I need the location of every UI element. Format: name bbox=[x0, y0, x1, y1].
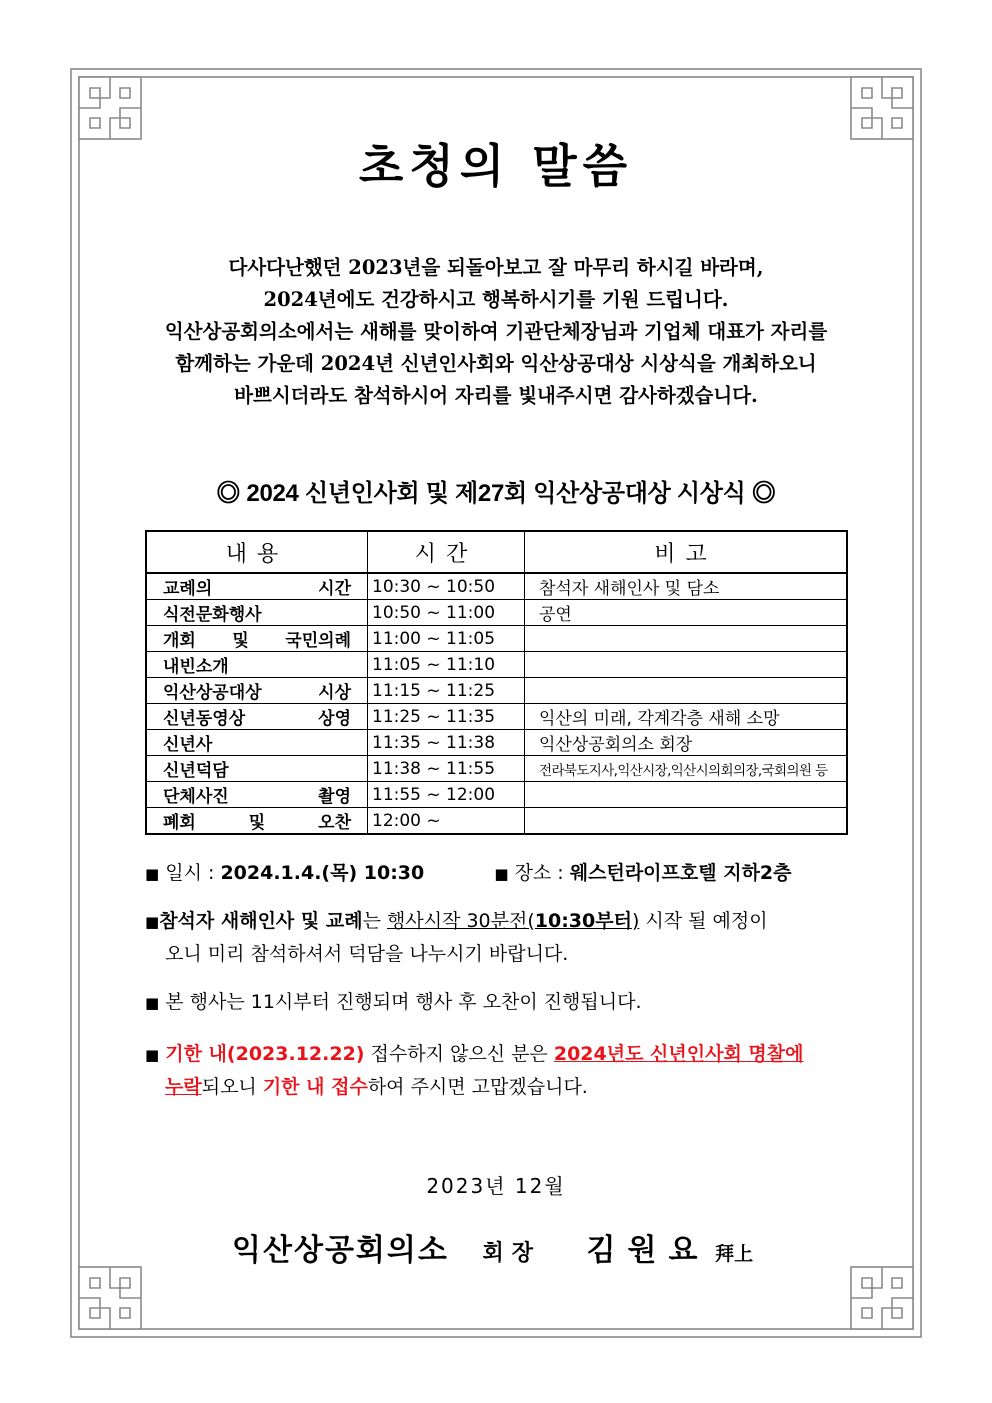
signature-line bbox=[232, 1225, 753, 1269]
intro-line: 다사다난했던 2023년을 되돌아보고 잘 마무리 하시길 바라며, bbox=[228, 256, 764, 279]
notice-time: 10:30부터 bbox=[534, 910, 632, 932]
table-row bbox=[146, 626, 847, 652]
table-row bbox=[146, 573, 847, 600]
intro-line: 함께하는 가운데 2024년 신년인사회와 익산상공대상 시상식을 개최하오니 bbox=[175, 352, 817, 375]
row-item: 폐회 및 오찬 bbox=[146, 808, 368, 835]
notice-text: 본 행사는 11시부터 진행되며 행사 후 오찬이 진행됩니다. bbox=[165, 991, 642, 1013]
intro-line: 바쁘시더라도 참석하시어 자리를 빛내주시면 감사하겠습니다. bbox=[234, 384, 758, 407]
row-time: 11:38 ~ 11:55 bbox=[368, 756, 525, 782]
issue-date: 2023년 12월 bbox=[426, 1174, 566, 1198]
row-item: 내빈소개 bbox=[146, 652, 368, 678]
table-row bbox=[146, 678, 847, 704]
schedule-table bbox=[145, 530, 848, 835]
row-item: 신년동영상 상영 bbox=[146, 704, 368, 730]
date-place-line bbox=[145, 857, 885, 890]
row-item: 익산상공대상 시상 bbox=[146, 678, 368, 704]
table-row bbox=[146, 600, 847, 626]
row-item: 신년사 bbox=[146, 730, 368, 756]
row-note bbox=[525, 626, 848, 652]
bullet-icon: ■ bbox=[145, 913, 160, 931]
page-title: 초청의 말씀 bbox=[358, 139, 634, 193]
nametag-warning: 2024년도 신년인사회 명찰에 bbox=[553, 1043, 804, 1065]
row-note: 참석자 새해인사 및 담소 bbox=[525, 573, 848, 600]
bullet-icon: ■ bbox=[145, 865, 160, 883]
notice-underline: 행사시작 30분전( bbox=[386, 910, 535, 932]
notice-paren: ) bbox=[631, 910, 640, 932]
place-value: 웨스턴라이프호텔 지하2층 bbox=[569, 862, 792, 884]
row-item: 개회 및 국민의례 bbox=[146, 626, 368, 652]
row-item: 단체사진 촬영 bbox=[146, 782, 368, 808]
row-note: 익산의 미래, 각계각층 새해 소망 bbox=[525, 704, 848, 730]
row-item: 신년덕담 bbox=[146, 756, 368, 782]
notice-text: 는 bbox=[362, 910, 387, 932]
row-time: 11:55 ~ 12:00 bbox=[368, 782, 525, 808]
row-time: 11:35 ~ 11:38 bbox=[368, 730, 525, 756]
row-item: 교례의 시간 bbox=[146, 573, 368, 600]
notice-deadline bbox=[145, 1038, 885, 1103]
notice-text: 접수하지 않으신 분은 bbox=[364, 1043, 554, 1065]
bullet-icon: ■ bbox=[494, 865, 509, 883]
table-row bbox=[146, 808, 847, 835]
omission-warning: 누락 bbox=[165, 1076, 202, 1098]
row-item: 식전문화행사 bbox=[146, 600, 368, 626]
header-content: 내용 bbox=[146, 531, 368, 573]
row-note bbox=[525, 652, 848, 678]
event-subtitle: ◎ 2024 신년인사회 및 제27회 익산상공대상 시상식 ◎ bbox=[216, 480, 776, 507]
intro-line: 익산상공회의소에서는 새해를 맞이하여 기관단체장님과 기업체 대표가 자리를 bbox=[164, 320, 828, 343]
row-time: 11:15 ~ 11:25 bbox=[368, 678, 525, 704]
notice-text: 시작 될 예정이 bbox=[639, 910, 768, 932]
table-row bbox=[146, 782, 847, 808]
header-time: 시간 bbox=[368, 531, 525, 573]
table-row bbox=[146, 652, 847, 678]
place-label: 장소 : bbox=[514, 862, 564, 884]
row-note bbox=[525, 782, 848, 808]
header-note: 비고 bbox=[525, 531, 848, 573]
notice-greeting-bold: 참석자 새해인사 및 교례 bbox=[159, 910, 363, 932]
deadline-submit: 기한 내 접수 bbox=[262, 1076, 368, 1098]
row-time: 11:00 ~ 11:05 bbox=[368, 626, 525, 652]
row-time: 10:30 ~ 10:50 bbox=[368, 573, 525, 600]
date-value: 2024.1.4.(목) 10:30 bbox=[220, 862, 425, 884]
notice-text: 오니 미리 참석하셔서 덕담을 나누시기 바랍니다. bbox=[165, 943, 569, 965]
row-time: 12:00 ~ bbox=[368, 808, 525, 835]
deadline-date: 기한 내(2023.12.22) bbox=[165, 1043, 365, 1065]
signature-suffix: 拜上 bbox=[715, 1243, 754, 1265]
signature-org: 익산상공회의소 bbox=[232, 1233, 449, 1268]
bullet-icon: ■ bbox=[145, 1046, 160, 1064]
row-time: 11:05 ~ 11:10 bbox=[368, 652, 525, 678]
notice-greeting bbox=[145, 905, 885, 970]
row-time: 10:50 ~ 11:00 bbox=[368, 600, 525, 626]
row-note: 익산상공회의소 회장 bbox=[525, 730, 848, 756]
table-header-row bbox=[146, 531, 847, 573]
row-note: 전라북도지사,익산시장,익산시의회의장,국회의원 등 bbox=[525, 756, 848, 782]
signature-position: 회장 bbox=[482, 1240, 541, 1266]
intro-paragraph bbox=[100, 252, 892, 412]
signature-name: 김원요 bbox=[586, 1233, 710, 1268]
row-note bbox=[525, 678, 848, 704]
notice-text: 하여 주시면 고맙겠습니다. bbox=[367, 1076, 588, 1098]
notice-text: 되오니 bbox=[201, 1076, 263, 1098]
row-time: 11:25 ~ 11:35 bbox=[368, 704, 525, 730]
row-note bbox=[525, 808, 848, 835]
table-row bbox=[146, 730, 847, 756]
row-note: 공연 bbox=[525, 600, 848, 626]
notice-lunch bbox=[145, 986, 885, 1019]
date-label: 일시 : bbox=[165, 862, 215, 884]
bullet-icon: ■ bbox=[145, 994, 160, 1012]
intro-line: 2024년에도 건강하시고 행복하시기를 기원 드립니다. bbox=[263, 288, 729, 311]
table-row bbox=[146, 756, 847, 782]
table-row bbox=[146, 704, 847, 730]
